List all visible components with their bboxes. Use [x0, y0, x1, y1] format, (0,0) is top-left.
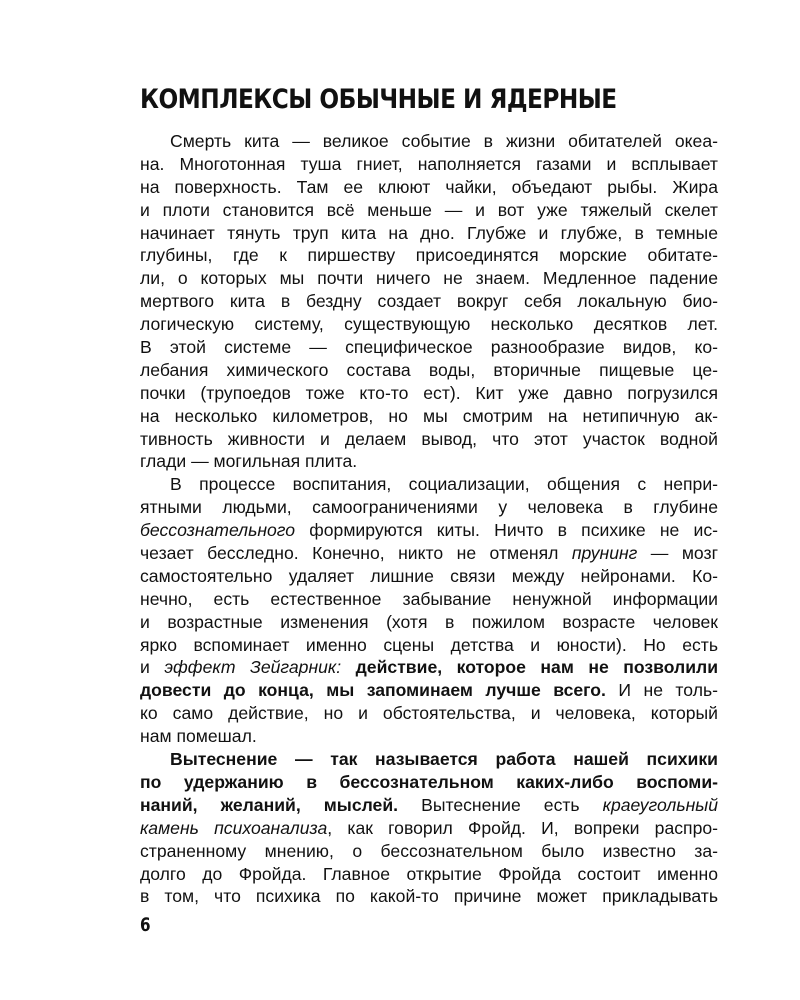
text-line [140, 794, 718, 817]
text-segment: в том, что психика по какой-то причине может прикладывать [140, 886, 718, 907]
text-segment: ли, о которых мы почти ничего не знаем. Медленное падение [140, 268, 718, 289]
text-line [140, 702, 718, 725]
italic-text: камень психоанализа [140, 817, 328, 838]
body-text [140, 130, 718, 908]
text-segment: глубины, где к пиршеству присоединятся морские обитате- [140, 245, 718, 266]
text-line [140, 565, 718, 588]
text-segment: и возрастные изменения (хотя в пожилом возрасте человек [140, 611, 718, 632]
text-line [140, 382, 718, 405]
text-segment: — мозг [637, 543, 719, 564]
text-segment: на. Многотонная туша гниет, наполняется газами и всплывает [140, 153, 718, 174]
text-segment: , как говорил Фройд. И, вопреки распро- [327, 817, 718, 838]
text-segment: ко само действие, но и обстоятельства, и человека, который [140, 703, 718, 724]
text-line [140, 176, 718, 199]
bold-text: наний, желаний, мыслей. [140, 794, 399, 815]
text-line [140, 588, 718, 611]
text-line [140, 840, 718, 863]
chapter-heading: КОМПЛЕКСЫ ОБЫЧНЫЕ И ЯДЕРНЫЕ [140, 84, 617, 115]
text-segment: Вытеснение есть [398, 794, 603, 815]
text-segment: лебания химического состава воды, вторичные пищевые це- [140, 359, 718, 380]
text-line [140, 199, 718, 222]
text-line [140, 313, 718, 336]
text-line [140, 519, 718, 542]
text-line [140, 130, 718, 153]
text-segment: и плоти становится всё меньше — и вот уже тяжелый скелет [140, 199, 718, 220]
text-line [140, 336, 718, 359]
text-segment: и [140, 657, 165, 678]
page-number: 6 [140, 914, 151, 936]
text-line [140, 450, 718, 473]
text-segment: формируются киты. Ничто в психике не ис- [295, 520, 718, 541]
text-line [140, 771, 718, 794]
text-line [140, 153, 718, 176]
text-line [140, 748, 718, 771]
text-segment: тивность живности и делаем вывод, что этот участок водной [140, 428, 718, 449]
text-line [140, 863, 718, 886]
text-segment: мертвого кита в бездну создает вокруг себя локальную био- [140, 291, 718, 312]
text-line [140, 817, 718, 840]
text-line [140, 405, 718, 428]
text-line [140, 725, 718, 748]
text-line [140, 542, 718, 565]
text-segment: страненному мнению, о бессознательном было известно за- [140, 840, 718, 861]
text-segment: чезает бесследно. Конечно, никто не отменял [140, 543, 572, 564]
text-segment: нам помешал. [140, 726, 257, 747]
text-segment: самостоятельно удаляет лишние связи между нейронами. Ко- [140, 565, 718, 586]
text-segment: глади — могильная плита. [140, 451, 358, 472]
italic-text: краеугольный [602, 794, 718, 815]
italic-text: бессознательного [140, 520, 296, 541]
text-line [140, 267, 718, 290]
text-line [140, 428, 718, 451]
text-line [140, 656, 718, 679]
text-line [140, 634, 718, 657]
text-line [140, 359, 718, 382]
italic-text: эффект Зейгарник: [164, 657, 342, 678]
text-segment [341, 657, 356, 677]
text-segment: Смерть кита — великое событие в жизни обитателей океа- [170, 131, 718, 151]
bold-text: Вытеснение — так называется работа нашей психики [170, 749, 718, 770]
text-line [140, 496, 718, 519]
text-segment: В процессе воспитания, социализации, общения с непри- [170, 474, 718, 495]
text-segment: долго до Фройда. Главное открытие Фройда состоит именно [140, 863, 718, 884]
text-line [140, 473, 718, 496]
text-segment: И не толь- [605, 680, 718, 701]
text-line [140, 679, 718, 702]
bold-text: действие, которое нам не позволили [355, 657, 719, 678]
text-segment: на несколько километров, но мы смотрим на нетипичную ак- [140, 405, 718, 426]
text-segment: В этой системе — специфическое разнообразие видов, ко- [140, 337, 718, 358]
bold-text: по удержанию в бессознательном каких-либо воспоми- [140, 771, 718, 792]
text-segment: логическую систему, существующую несколько десятков лет. [140, 314, 718, 335]
text-line [140, 222, 718, 245]
text-segment: нечно, есть естественное забывание ненужной информации [140, 588, 718, 609]
text-segment: начинает тянуть труп кита на дно. Глубже и глубже, в темные [140, 222, 718, 243]
text-line [140, 885, 718, 908]
text-line [140, 244, 718, 267]
italic-text: прунинг [571, 543, 638, 564]
bold-text: довести до конца, мы запоминаем лучше всего. [140, 680, 606, 701]
text-line [140, 611, 718, 634]
text-segment: ятными людьми, самоограничениями у человека в глубине [140, 497, 718, 518]
text-segment: почки (трупоедов тоже кто-то ест). Кит уже давно погрузился [140, 382, 718, 403]
text-line [140, 290, 718, 313]
text-segment: ярко вспоминает именно сцены детства и юности). Но есть [140, 634, 718, 655]
text-segment: на поверхность. Там ее клюют чайки, объедают рыбы. Жира [140, 176, 718, 197]
